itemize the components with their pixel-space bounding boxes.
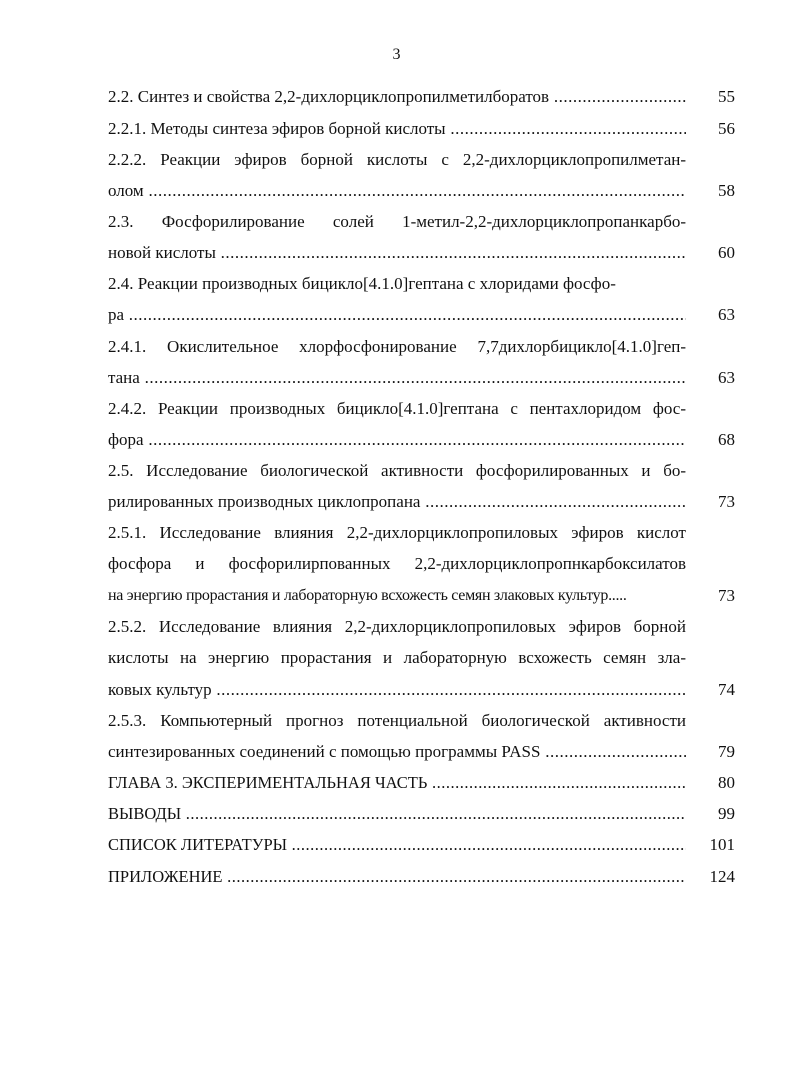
- toc-page-references: 101: [709, 835, 735, 854]
- toc-page-2-2: 55: [718, 87, 735, 106]
- toc-entry-2-5-cont: рилированных производных циклопропана .....: [108, 491, 686, 513]
- toc-entry-2-5-2: 2.5.2. Исследование влияния 2,2-дихлорциклопропиловых эфиров борной: [108, 617, 686, 636]
- toc-page-2-4-2: 68: [718, 430, 735, 449]
- toc-entry-2-5: 2.5. Исследование биологической активности фосфорилированных и бо-: [108, 461, 686, 480]
- toc-entry-2-5-3-cont: синтезированных соединений с помощью программы PASS .....: [108, 741, 686, 763]
- toc-page-2-3: 60: [718, 243, 735, 262]
- toc-page-2-4: 63: [718, 305, 735, 324]
- toc-page-2-4-1: 63: [718, 368, 735, 387]
- toc-page-2-5-3: 79: [718, 742, 735, 761]
- toc-entry-2-4-cont: ра .....: [108, 304, 686, 326]
- toc-page-2-5-2: 74: [718, 680, 735, 699]
- toc-entry-2-4-2-cont: фора .....: [108, 429, 686, 451]
- toc-page-appendix: 124: [709, 867, 735, 886]
- toc-entry-2-5-1-cont2: на энергию прорастания и лабораторную всхожесть семян злаковых культур.....: [108, 587, 627, 604]
- toc-entry-appendix: ПРИЛОЖЕНИЕ .....: [108, 866, 686, 888]
- toc-entry-2-4-2: 2.4.2. Реакции производных бицикло[4.1.0]гептана с пентахлоридом фос-: [108, 399, 686, 418]
- toc-entry-2-2-2-cont: олом .....: [108, 180, 686, 202]
- toc-page-2-5-1: 73: [718, 586, 735, 605]
- toc-entry-2-3: 2.3. Фосфорилирование солей 1-метил-2,2-дихлорциклопропанкарбо-: [108, 212, 686, 231]
- toc-entry-2-5-1-cont: фосфора и фосфорилирпованных 2,2-дихлорциклопропнкарбоксилатов: [108, 554, 686, 573]
- toc-entry-2-3-cont: новой кислоты .....: [108, 242, 686, 264]
- toc-page-2-2-2: 58: [718, 181, 735, 200]
- toc-entry-references: СПИСОК ЛИТЕРАТУРЫ .....: [108, 834, 686, 856]
- toc-page-2-2-1: 56: [718, 119, 735, 138]
- toc-entry-2-2-2: 2.2.2. Реакции эфиров борной кислоты с 2,2-дихлорциклопропилметан-: [108, 150, 686, 169]
- toc-entry-2-4-1: 2.4.1. Окислительное хлорфосфонирование 7,7дихлорбицикло[4.1.0]геп-: [108, 337, 686, 356]
- toc-page-2-5: 73: [718, 492, 735, 511]
- toc-entry-2-2-1: 2.2.1. Методы синтеза эфиров борной кислоты .....: [108, 118, 686, 140]
- toc-entry-2-5-2-cont2: ковых культур .....: [108, 679, 686, 701]
- toc-page-chapter-3: 80: [718, 773, 735, 792]
- toc-page-conclusions: 99: [718, 804, 735, 823]
- toc-entry-chapter-3: ГЛАВА 3. ЭКСПЕРИМЕНТАЛЬНАЯ ЧАСТЬ .....: [108, 772, 686, 794]
- toc-entry-2-5-2-cont: кислоты на энергию прорастания и лабораторную всхожесть семян зла-: [108, 648, 686, 667]
- toc-entry-2-4: 2.4. Реакции производных бицикло[4.1.0]гептана с хлоридами фосфо-: [108, 274, 616, 293]
- toc-entry-2-5-1: 2.5.1. Исследование влияния 2,2-дихлорциклопропиловых эфиров кислот: [108, 523, 686, 542]
- page-number: 3: [392, 46, 401, 63]
- toc-entry-2-5-3: 2.5.3. Компьютерный прогноз потенциальной биологической активности: [108, 711, 686, 730]
- toc-entry-conclusions: ВЫВОДЫ .....: [108, 803, 686, 825]
- toc-entry-2-4-1-cont: тана .....: [108, 367, 686, 389]
- toc-entry-2-2: 2.2. Синтез и свойства 2,2-дихлорциклопропилметилборатов .....: [108, 86, 686, 108]
